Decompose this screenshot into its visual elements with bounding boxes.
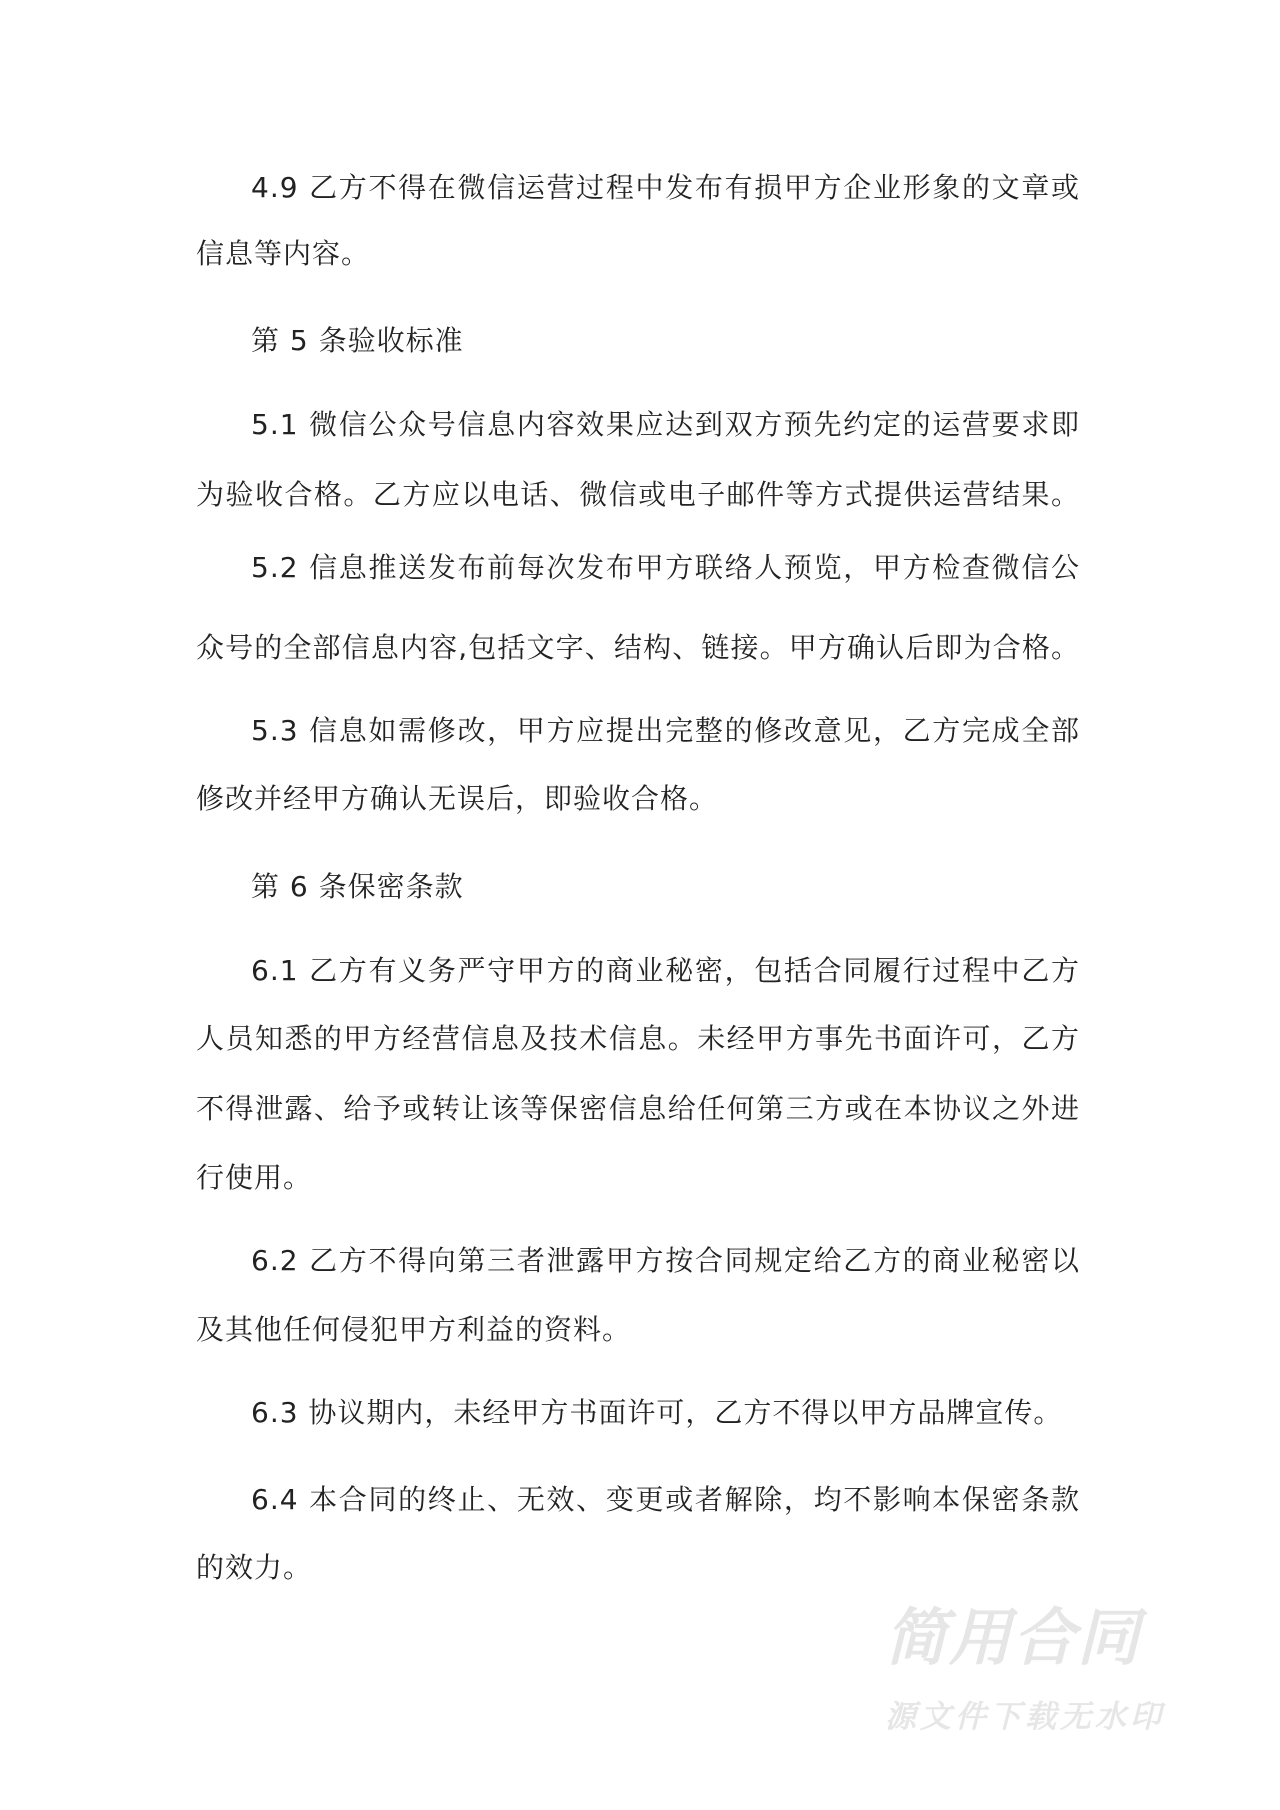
paragraph-line: 修改并经甲方确认无误后，即验收合格。 [196,782,719,815]
watermark-logo [885,1588,1165,1736]
paragraph-line-first: 5.1 微信公众号信息内容效果应达到双方预先约定的运营要求即 [251,408,1080,441]
paragraph-line-first: 4.9 乙方不得在微信运营过程中发布有损甲方企业形象的文章或 [251,171,1080,204]
watermark-title: 简用合同 [885,1601,1142,1674]
paragraph-line: 信息等内容。 [196,237,371,270]
paragraph-line: 人员知悉的甲方经营信息及技术信息。未经甲方事先书面许可，乙方 [196,1022,1080,1055]
paragraph-line-first: 5.2 信息推送发布前每次发布甲方联络人预览，甲方检查微信公 [251,551,1080,584]
paragraph-line-first: 6.2 乙方不得向第三者泄露甲方按合同规定给乙方的商业秘密以 [251,1244,1080,1277]
paragraph-line: 的效力。 [196,1551,313,1584]
paragraph-line: 众号的全部信息内容,包括文字、结构、链接。甲方确认后即为合格。 [196,631,1080,664]
paragraph-line: 为验收合格。乙方应以电话、微信或电子邮件等方式提供运营结果。 [196,478,1080,511]
paragraph-line: 行使用。 [196,1161,313,1194]
paragraph-line-first: 5.3 信息如需修改，甲方应提出完整的修改意见，乙方完成全部 [251,714,1080,747]
paragraph-line-first: 第 6 条保密条款 [251,870,464,903]
paragraph-line: 及其他任何侵犯甲方利益的资料。 [196,1313,632,1346]
paragraph-line-first: 6.3 协议期内，未经甲方书面许可，乙方不得以甲方品牌宣传。 [251,1396,1063,1429]
paragraph-line: 不得泄露、给予或转让该等保密信息给任何第三方或在本协议之外进 [196,1092,1080,1125]
paragraph-line-first: 6.1 乙方有义务严守甲方的商业秘密，包括合同履行过程中乙方 [251,954,1080,987]
paragraph-line-first: 第 5 条验收标准 [251,324,464,357]
paragraph-line-first: 6.4 本合同的终止、无效、变更或者解除，均不影响本保密条款 [251,1483,1080,1516]
watermark-subtitle: 源文件下载无水印 [885,1699,1165,1735]
